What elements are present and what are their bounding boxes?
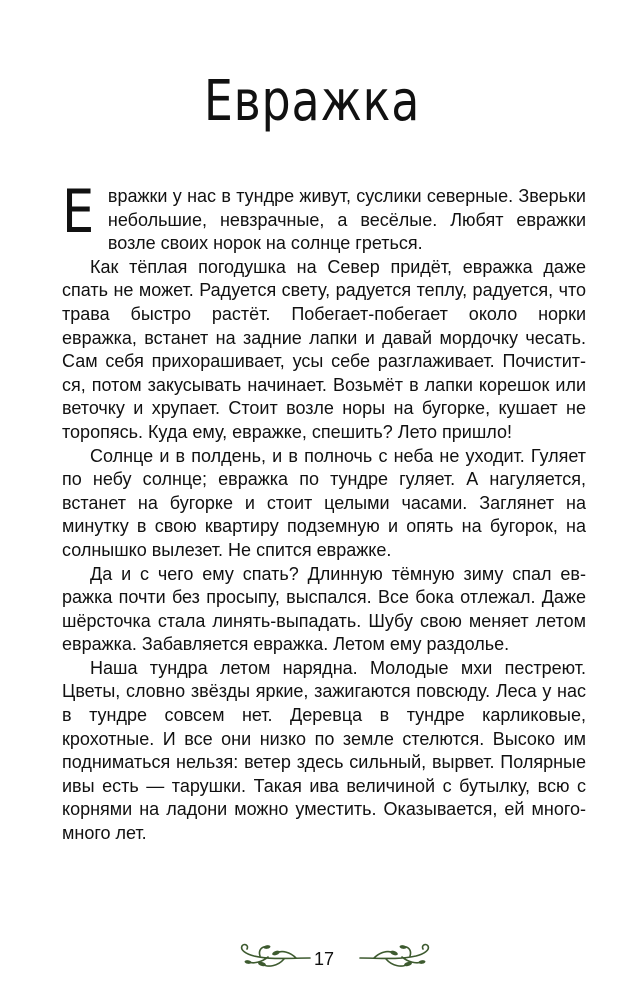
drop-cap: Е [62,177,95,247]
paragraph-2: Как тёплая погодушка на Север придёт, евражка даже спать не может. Радуется свету, радуется теплу, радуется, что трава быстро растёт. Побегает-побегает около норки евражка, встанет на задние лапки и давай мордочку чесать. Сам себя прихорашивает, усы себе разглаживает. Почистится, потом закусывать начинает. Возьмёт в лапки корешок или веточку и хрупает. Стоит возле норы на бугорке, кушает не торопясь. Куда ему, евражке, спешить? Лето пришло! [62,256,586,442]
page-number: 17 [313,949,335,969]
story-text [62,177,586,846]
right-floral-ornament-icon [358,942,438,972]
paragraph-1-text: вражки у нас в тундре живут, суслики северные. Зверьки небольшие, невзрачные, а весёлые. Любят евражки возле своих норок на солнце греться. [107,186,586,254]
page-footer [0,936,624,976]
paragraph-3: Солнце и в полдень, и в полночь с неба не уходит. Гуляет по небу солнце; евражка по тундре гуляет. А нагуляется, встанет на бугорке и стоит целыми часами. Заглянет на минутку в свою квартиру подземную и опять на бугорок, на солнышко вылезет. Не спится евражке. [62,445,586,560]
paragraph-4: Да и с чего ему спать? Длинную тёмную зиму спал евражка почти без просыпу, выспался. Все бока отлежал. Даже шёрсточка стала линять-выпадать. Шубу свою меняет летом евражка. Забавляется евражка. Летом ему раздолье. [62,563,586,655]
paragraph-1 [62,177,586,256]
story-title: Евражка [203,69,421,134]
paragraph-5: Наша тундра летом нарядна. Молодые мхи пестреют. Цветы, словно звёзды яркие, зажигаются повсюду. Леса у нас в тундре совсем нет. Деревца в тундре карликовые, крохотные. И все они низко по земле стелются. Высоко им подниматься нельзя: ветер здесь сильный, вырвет. Полярные ивы есть — тарушки. Такая ива величиной с бутылку, всю с корнями на ладони можно уместить. Оказывается, ей много-много лет. [62,657,586,844]
